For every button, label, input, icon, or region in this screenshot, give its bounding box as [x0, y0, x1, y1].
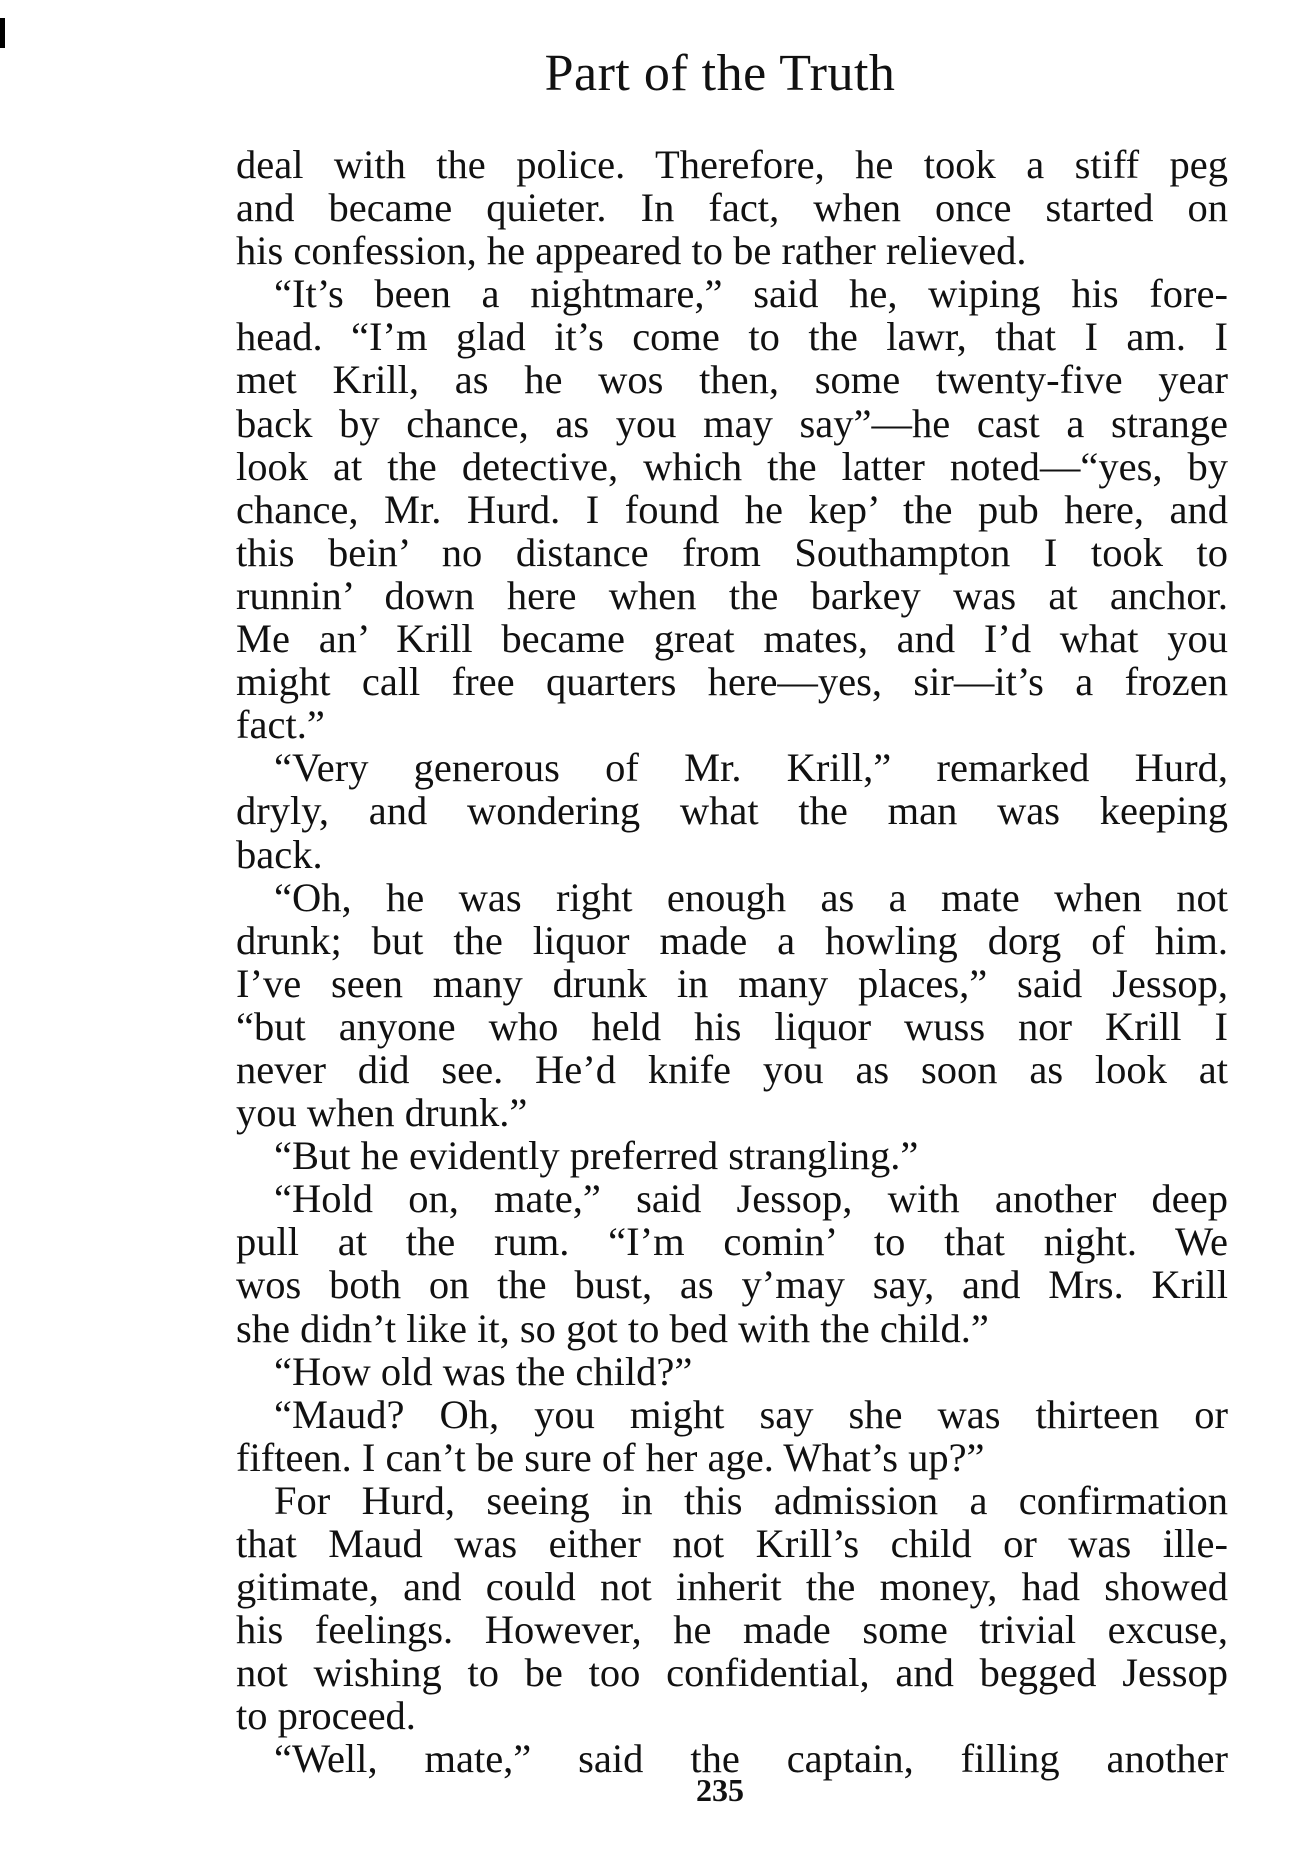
text-line: Me an’ Krill became great mates, and I’d what you	[236, 616, 1228, 662]
text-line: his feelings. However, he made some trivial excuse,	[236, 1607, 1228, 1653]
text-line: met Krill, as he wos then, some twenty-five year	[236, 357, 1228, 403]
text-line: head. “I’m glad it’s come to the lawr, that I am. I	[236, 314, 1228, 360]
text-line: and became quieter. In fact, when once started on	[236, 185, 1228, 231]
text-line: wos both on the bust, as y’may say, and Mrs. Krill	[236, 1262, 1228, 1308]
text-line: fact.”	[236, 702, 325, 748]
text-line: his confession, he appeared to be rather relieved.	[236, 228, 1027, 274]
text-line: runnin’ down here when the barkey was at anchor.	[236, 572, 1228, 618]
text-line: that Maud was either not Krill’s child or was ille-	[236, 1521, 1228, 1566]
running-head: Part of the Truth	[544, 45, 896, 102]
text-line: pull at the rum. “I’m comin’ to that night. We	[236, 1219, 1228, 1265]
text-line: gitimate, and could not inherit the money, had showed	[236, 1564, 1228, 1610]
text-line: she didn’t like it, so got to bed with the child.”	[236, 1305, 989, 1351]
page-number: 235	[696, 1772, 744, 1808]
text-line: “But he evidently preferred strangling.”	[274, 1133, 919, 1179]
text-line: “but anyone who held his liquor wuss nor Krill I	[236, 1003, 1228, 1049]
text-line: to proceed.	[236, 1693, 416, 1739]
text-line: “Maud? Oh, you might say she was thirteen or	[274, 1391, 1228, 1437]
text-line: “It’s been a nightmare,” said he, wiping his fore-	[274, 271, 1228, 317]
text-line: “Oh, he was right enough as a mate when not	[274, 874, 1228, 920]
text-line: back by chance, as you may say”—he cast a strange	[236, 400, 1228, 446]
text-line: back.	[236, 831, 323, 877]
text-line: chance, Mr. Hurd. I found he kep’ the pub here, and	[236, 486, 1228, 532]
text-line: drunk; but the liquor made a howling dorg of him.	[236, 917, 1228, 963]
text-line: For Hurd, seeing in this admission a confirmation	[274, 1477, 1228, 1523]
text-line: fifteen. I can’t be sure of her age. What’s up?”	[236, 1434, 985, 1480]
text-line: not wishing to be too confidential, and begged Jessop	[236, 1650, 1228, 1696]
text-line: you when drunk.”	[236, 1090, 528, 1136]
text-line: deal with the police. Therefore, he took a stiff peg	[236, 142, 1228, 187]
text-line: this bein’ no distance from Southampton I took to	[236, 529, 1228, 575]
text-line: look at the detective, which the latter noted—“yes, by	[236, 443, 1228, 489]
text-line: I’ve seen many drunk in many places,” said Jessop,	[236, 960, 1228, 1006]
text-line: “Well, mate,” said the captain, filling another	[274, 1736, 1228, 1782]
text-line: never did see. He’d knife you as soon as look at	[236, 1046, 1228, 1092]
body-text	[236, 143, 1228, 1781]
text-line: “Very generous of Mr. Krill,” remarked Hurd,	[274, 745, 1228, 791]
text-line: “Hold on, mate,” said Jessop, with another deep	[274, 1176, 1228, 1222]
text-line: might call free quarters here—yes, sir—it’s a frozen	[236, 659, 1228, 705]
text-line: dryly, and wondering what the man was keeping	[236, 788, 1228, 834]
text-line: “How old was the child?”	[274, 1348, 693, 1394]
